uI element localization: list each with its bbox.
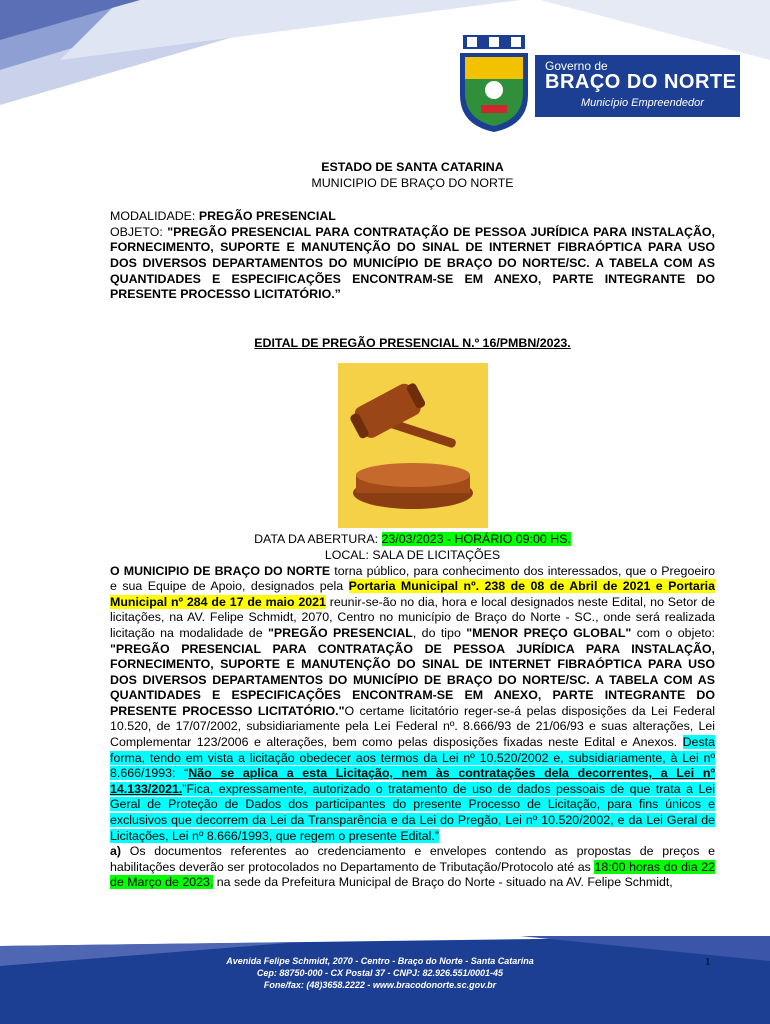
brand-line2: BRAÇO DO NORTE [545, 71, 737, 93]
abertura-label: DATA DA ABERTURA: [254, 532, 379, 547]
municipal-crest-icon [455, 35, 533, 133]
paragraph-text: , do tipo [412, 625, 467, 640]
brand-banner [535, 55, 740, 117]
lei-14133-note: Não se aplica a esta Licitação, nem às contratações dela decorrentes, a Lei nº 14.133/2021. [110, 766, 716, 796]
edital-title: EDITAL DE PREGÃO PRESENCIAL N.º 16/PMBN/2023. [254, 335, 571, 350]
page-number: 1 [705, 956, 711, 968]
item-a-paragraph [110, 844, 715, 891]
state-heading: ESTADO DE SANTA CATARINA [321, 160, 504, 174]
brand-line1: Governo de [545, 59, 608, 73]
brand-line3: Município Empreendedor [581, 97, 704, 109]
footer-line2: Cep: 88750-000 - CX Postal 37 - CNPJ: 82.926.551/0001-45 [256, 968, 504, 978]
footer-line3: Fone/fax: (48)3658.2222 - www.bracodonorte.sc.gov.br [263, 980, 497, 990]
portaria-reference: Portaria Municipal nº. 238 de 08 de Abril de 2021 e Portaria Municipal nº 284 de 17 de maio 2021 [110, 579, 715, 609]
local-line: LOCAL: SALA DE LICITAÇÕES [324, 547, 501, 562]
paragraph-text: reunir-se-ão no dia, hora e local designados neste Edital, no Setor de licitações, na AV. Felipe Schmidt, 2070, Centro no município de Braço do Norte - SC., onde será realizada licitação na modalidade de [110, 594, 715, 640]
modalidade-label: MODALIDADE: [110, 209, 196, 224]
modalidade-line [110, 209, 715, 225]
lgpd-highlight: ”Fica, expressamente, autorizado o tratamento de uso de dados pessoais de que trata a Lei Geral de Proteção de Dados dos participantes do presente Processo de Licitação, para fins únicos e exclusivos que decorrem da Lei da Transparência e da Lei do Pregão, Lei nº 10.520/2002, e da Lei Geral de Licitações, Lei nº 8.666/1993, que regem o presente Edital.” [110, 781, 715, 843]
gavel-image [338, 363, 488, 528]
gavel-icon [338, 363, 488, 528]
modalidade-ref: "PREGÃO PRESENCIAL [268, 625, 413, 640]
abertura-line [110, 532, 715, 548]
paragraph-text: com o objeto: [631, 625, 715, 640]
footer-line1: Avenida Felipe Schmidt, 2070 - Centro - Braço do Norte - Santa Catarina [226, 956, 534, 966]
paragraph-text: na sede da Prefeitura Municipal de Braço do Norte - situado na AV. Felipe Schmidt, [213, 875, 673, 890]
objeto-ref: "PREGÃO PRESENCIAL PARA CONTRATAÇÃO DE PESSOA JURÍDICA PARA INSTALAÇÃO, FORNECIMENTO, SUPORTE E MANUTENÇÃO DO SINAL DE INTERNET FIBRAÓPTICA PARA USO DOS DIVERSOS DEPARTAMENTOS DO MUNICÍPIO DE BRAÇO DO NORTE/SC. A TABELA COM AS QUANTIDADES E ESPECIFICAÇÕES ENCONTRAM-SE EM ANEXO, PARTE INTEGRANTE DO PRESENTE PROCESSO LICITATÓRIO." [110, 641, 715, 718]
objeto-value: "PREGÃO PRESENCIAL PARA CONTRATAÇÃO DE PESSOA JURÍDICA PARA INSTALAÇÃO, FORNECIMENTO, SUPORTE E MANUTENÇÃO DO SINAL DE INTERNET FIBRAÓPTICA PARA USO DOS DIVERSOS DEPARTAMENTOS DO MUNICÍPIO DE BRAÇO DO NORTE/SC. A TABELA COM AS QUANTIDADES E ESPECIFICAÇÕES ENCONTRAM-SE EM ANEXO, PARTE INTEGRANTE DO PRESENTE PROCESSO LICITATÓRIO.” [110, 224, 715, 302]
municipality-heading: MUNICIPIO DE BRAÇO DO NORTE [311, 175, 514, 190]
document-body [110, 160, 715, 891]
paragraph-text: O certame licitatório reger-se-á pelas disposições da Lei Federal 10.520, de 17/07/2002, subsidiariamente pela Lei Federal nº. 8.666/93 de 21/06/93 e suas alterações, Lei Complementar 123/2006 e alterações, bem como pelas disposições fixadas neste Edital e Anexos. [110, 703, 715, 750]
municipio-name: O MUNICIPIO DE BRAÇO DO NORTE [110, 563, 331, 578]
objeto-line [110, 225, 715, 303]
tipo-ref: "MENOR PREÇO GLOBAL" [466, 625, 632, 640]
deadline-highlight: 18:00 horas do dia 22 de Março de 2023, [110, 859, 716, 890]
municipality-logo [455, 35, 745, 135]
paragraph-text: Os documentos referentes ao credenciamento e envelopes contendo as propostas de preços e habilitações deverão ser protocolados no Departamento de Tributação/Protocolo até as [110, 844, 715, 874]
item-a-label: a) [110, 844, 122, 859]
footer-address [170, 955, 590, 991]
paragraph-text: torna público, para conhecimento dos interessados, que o Pregoeiro e sua Equipe de Apoio, designados pela [110, 563, 715, 594]
main-paragraph [110, 564, 715, 845]
abertura-value: 23/03/2023 - HORÁRIO 09:00 HS. [381, 532, 571, 547]
lei-highlight: Desta forma, tendo em vista a licitação obedecer aos termos da Lei nº 10.520/2002 e, subsidiariamente, à Lei nº 8.666/1993: “ [110, 735, 715, 781]
modalidade-value: PREGÃO PRESENCIAL [198, 209, 336, 224]
objeto-label: OBJETO: [110, 224, 163, 239]
